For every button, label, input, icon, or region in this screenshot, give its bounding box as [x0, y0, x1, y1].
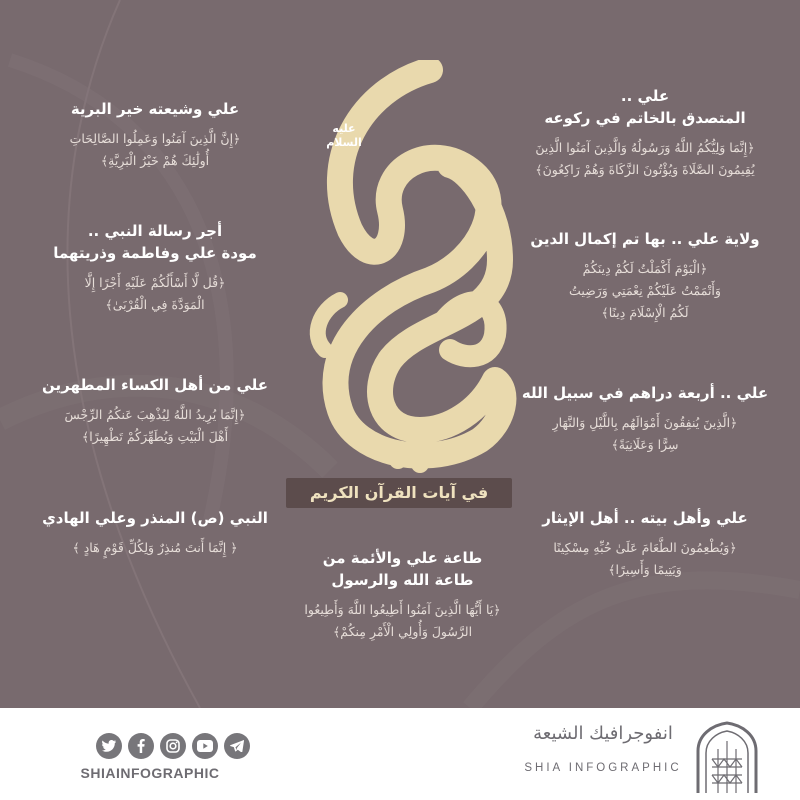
- brand-name-arabic: انفوجرافيك الشيعة: [533, 723, 673, 744]
- verse-line: ﴿الَّذِينَ يُنفِقُونَ أَمْوَالَهُم بِاللَّيْلِ وَالنَّهَارِ: [552, 415, 738, 430]
- section-right-4: [515, 507, 775, 581]
- verse-line: أُولَٰئِكَ هُمْ خَيْرُ الْبَرِيَّةِ﴾: [100, 153, 210, 168]
- telegram-icon[interactable]: [224, 733, 250, 759]
- section-title: [515, 85, 775, 129]
- title-line: علي من أهل الكساء المطهرين: [41, 376, 269, 394]
- title-line: النبي (ص) المنذر وعلي الهادي: [42, 509, 268, 527]
- section-verse: [30, 128, 280, 172]
- youtube-icon[interactable]: [192, 733, 218, 759]
- section-title: [515, 228, 775, 250]
- verse-line: ﴿ إِنَّمَا أَنتَ مُنذِرٌ وَلِكُلِّ قَوْمٍ هَادٍ ﴾: [72, 540, 238, 555]
- footer-bar: [0, 708, 800, 800]
- section-title: [30, 507, 280, 529]
- twitter-icon[interactable]: [96, 733, 122, 759]
- brand-name-english: SHIA INFOGRAPHIC: [524, 762, 682, 774]
- verse-line: ﴿الْيَوْمَ أَكْمَلْتُ لَكُمْ دِينَكُمْ: [582, 261, 708, 276]
- section-left-2: [30, 220, 280, 316]
- honorific-label: [312, 122, 376, 150]
- verse-line: يُقِيمُونَ الصَّلَاةَ وَيُؤْتُونَ الزَّكَاةَ وَهُمْ رَاكِعُونَ﴾: [535, 162, 755, 177]
- subtitle-ribbon: في آيات القرآن الكريم: [286, 478, 512, 508]
- section-verse: [30, 537, 280, 559]
- section-verse: [515, 258, 775, 324]
- section-left-1: [30, 98, 280, 172]
- title-line: مودة علي وفاطمة وذريتهما: [53, 244, 257, 262]
- verse-line: لَكُمُ الْإِسْلَامَ دِينًا﴾: [601, 305, 689, 320]
- verse-line: الْمَوَدَّةَ فِي الْقُرْبَىٰ﴾: [105, 297, 205, 312]
- section-title: [515, 382, 775, 404]
- verse-line: أَهْلَ الْبَيْتِ وَيُطَهِّرَكُمْ تَطْهِيرًا﴾: [81, 429, 229, 444]
- title-line: المتصدق بالخاتم في ركوعه: [544, 109, 746, 127]
- title-line: طاعة الله والرسول: [331, 571, 474, 589]
- section-left-3: [30, 374, 280, 448]
- section-title: [30, 374, 280, 396]
- section-title: [275, 547, 530, 591]
- title-line: علي ..: [620, 87, 670, 105]
- verse-line: ﴿إِنَّ الَّذِينَ آمَنُوا وَعَمِلُوا الصَّالِحَاتِ: [69, 131, 241, 146]
- title-line: علي وشيعته خير البرية: [70, 100, 240, 118]
- title-line: ولاية علي .. بها تم إكمال الدين: [530, 230, 760, 248]
- instagram-icon[interactable]: [160, 733, 186, 759]
- verse-line: وَيَتِيمًا وَأَسِيرًا﴾: [608, 562, 682, 577]
- honorific-line-1: عليه: [332, 122, 356, 135]
- verse-line: الرَّسُولَ وَأُولِي الْأَمْرِ مِنكُمْ﴾: [332, 624, 473, 639]
- verse-line: سِرًّا وَعَلَانِيَةً﴾: [611, 437, 679, 452]
- section-right-2: [515, 228, 775, 324]
- section-center: [275, 547, 530, 643]
- title-line: أجر رسالة النبي ..: [87, 222, 223, 240]
- shrine-window-logo: [694, 721, 760, 793]
- section-verse: [30, 404, 280, 448]
- honorific-line-2: السلام: [326, 136, 362, 149]
- section-right-1: [515, 85, 775, 181]
- verse-line: ﴿إِنَّمَا يُرِيدُ اللَّهُ لِيُذْهِبَ عَنكُمُ الرِّجْسَ: [64, 407, 246, 422]
- section-title: [30, 98, 280, 120]
- verse-line: ﴿يَا أَيُّهَا الَّذِينَ آمَنُوا أَطِيعُوا اللَّهَ وَأَطِيعُوا: [304, 602, 501, 617]
- facebook-icon[interactable]: [128, 733, 154, 759]
- title-line: علي وأهل بيته .. أهل الإيثار: [542, 509, 748, 527]
- section-verse: [515, 412, 775, 456]
- verse-line: وَأَتْمَمْتُ عَلَيْكُمْ نِعْمَتِي وَرَضِيتُ: [569, 283, 721, 298]
- title-line: طاعة علي والأئمة من: [322, 549, 483, 567]
- section-right-3: [515, 382, 775, 456]
- verse-line: ﴿وَيُطْعِمُونَ الطَّعَامَ عَلَىٰ حُبِّهِ مِسْكِينًا: [553, 540, 737, 555]
- social-handle: SHIAINFOGRAPHIC: [80, 765, 220, 781]
- section-title: [30, 220, 280, 264]
- section-title: [515, 507, 775, 529]
- verse-line: ﴿إِنَّمَا وَلِيُّكُمُ اللَّهُ وَرَسُولُهُ وَالَّذِينَ آمَنُوا الَّذِينَ: [535, 140, 755, 155]
- section-verse: [515, 137, 775, 181]
- section-left-4: [30, 507, 280, 559]
- section-verse: [30, 272, 280, 316]
- section-verse: [275, 599, 530, 643]
- verse-line: ﴿قُل لَّا أَسْأَلُكُمْ عَلَيْهِ أَجْرًا إِلَّا: [84, 275, 226, 290]
- title-line: علي .. أربعة دراهم في سبيل الله: [521, 384, 769, 402]
- section-verse: [515, 537, 775, 581]
